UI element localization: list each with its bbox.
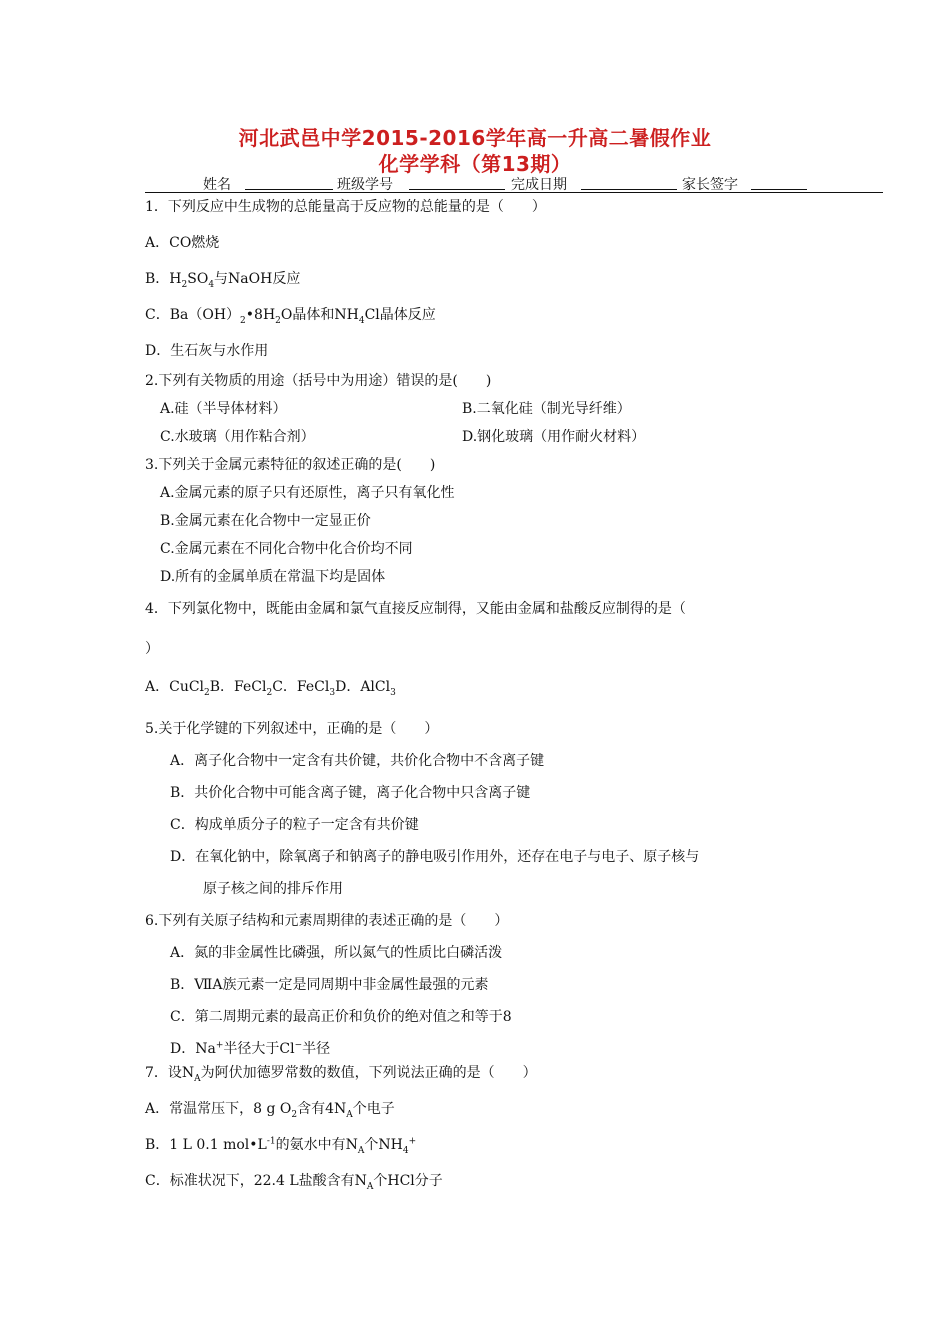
q4-options: A．CuCl$_2$B．FeCl$_2$C．FeCl$_3$D．AlCl$_3$ (145, 679, 396, 698)
class-id-label: 班级学号 (337, 177, 393, 193)
q7-option-a: A．常温常压下，8 g $O_2$含有$4N_A$个电子 (145, 1101, 395, 1120)
q5-option-b: B．共价化合物中可能含离子键，离子化合物中只含离子键 (170, 785, 531, 801)
page-subtitle: 化学学科（第13期） (378, 152, 572, 176)
name-blank[interactable] (245, 189, 333, 190)
parent-sign-label: 家长签字 (682, 177, 738, 193)
q2-stem: 2.下列有关物质的用途（括号中为用途）错误的是( ) (145, 373, 492, 389)
class-id-blank[interactable] (409, 189, 505, 190)
q3-option-a: A.金属元素的原子只有还原性，离子只有氧化性 (160, 485, 455, 501)
page-title: 河北武邑中学2015-2016学年高一升高二暑假作业 (238, 126, 712, 150)
q2-option-c: C.水玻璃（用作粘合剂） (160, 429, 315, 445)
date-blank[interactable] (581, 189, 677, 190)
q1-option-d: D．生石灰与水作用 (145, 343, 269, 359)
q1-option-a: A．CO燃烧 (145, 235, 220, 251)
q5-stem: 5.关于化学键的下列叙述中，正确的是（ ） (145, 721, 439, 737)
q3-option-b: B.金属元素在化合物中一定显正价 (160, 513, 371, 529)
q5-option-c: C．构成单质分子的粒子一定含有共价键 (170, 817, 419, 833)
parent-sign-blank[interactable] (751, 189, 807, 190)
q3-option-d: D.所有的金属单质在常温下均是固体 (160, 569, 386, 585)
student-info-row (145, 174, 883, 193)
q4-stem-cont: ） (145, 641, 159, 657)
q7-option-c: C．标准状况下，22.4 L盐酸含有$N_A$个HCl分子 (145, 1173, 443, 1192)
q6-option-d: D．Na+半径大于Cl−半径 (170, 1040, 331, 1057)
q3-option-c: C.金属元素在不同化合物中化合价均不同 (160, 541, 413, 557)
date-label: 完成日期 (511, 177, 567, 193)
q7-option-b: B．1 L 0.1 $mol•L^{-1}$的氨水中有$N_A$个$NH_4^+$ (145, 1136, 417, 1156)
q6-stem: 6.下列有关原子结构和元素周期律的表述正确的是（ ） (145, 913, 509, 929)
q1-option-b: B．$H_2SO_4$与NaOH反应 (145, 271, 301, 290)
q6-option-a: A．氮的非金属性比磷强，所以氮气的性质比白磷活泼 (170, 945, 503, 961)
q2-option-a: A.硅（半导体材料） (160, 401, 287, 417)
q3-stem: 3.下列关于金属元素特征的叙述正确的是( ) (145, 457, 436, 473)
q4-stem: 4．下列氯化物中，既能由金属和氯气直接反应制得，又能由金属和盐酸反应制得的是（ (145, 601, 686, 617)
q2-option-d: D.钢化玻璃（用作耐火材料） (462, 429, 646, 445)
q5-option-d: D．在氧化钠中，除氧离子和钠离子的静电吸引作用外，还存在电子与电子、原子核与 (170, 849, 700, 865)
q1-stem: 1．下列反应中生成物的总能量高于反应物的总能量的是（ ） (145, 199, 546, 215)
q6-option-c: C．第二周期元素的最高正价和负价的绝对值之和等于8 (170, 1009, 512, 1025)
q6-option-b: B．ⅦA族元素一定是同周期中非金属性最强的元素 (170, 977, 489, 993)
q1-option-c: C．$Ba(OH)_2•8H_2O$晶体和$NH_4Cl$晶体反应 (145, 307, 436, 326)
q7-stem: 7．设$N_A$为阿伏加德罗常数的数值，下列说法正确的是（ ） (145, 1065, 537, 1084)
name-label: 姓名 (203, 177, 231, 193)
q5-option-a: A．离子化合物中一定含有共价键，共价化合物中不含离子键 (170, 753, 545, 769)
q2-option-b: B.二氧化硅（制光导纤维） (462, 401, 631, 417)
q5-option-d-cont: 原子核之间的排斥作用 (203, 881, 343, 897)
